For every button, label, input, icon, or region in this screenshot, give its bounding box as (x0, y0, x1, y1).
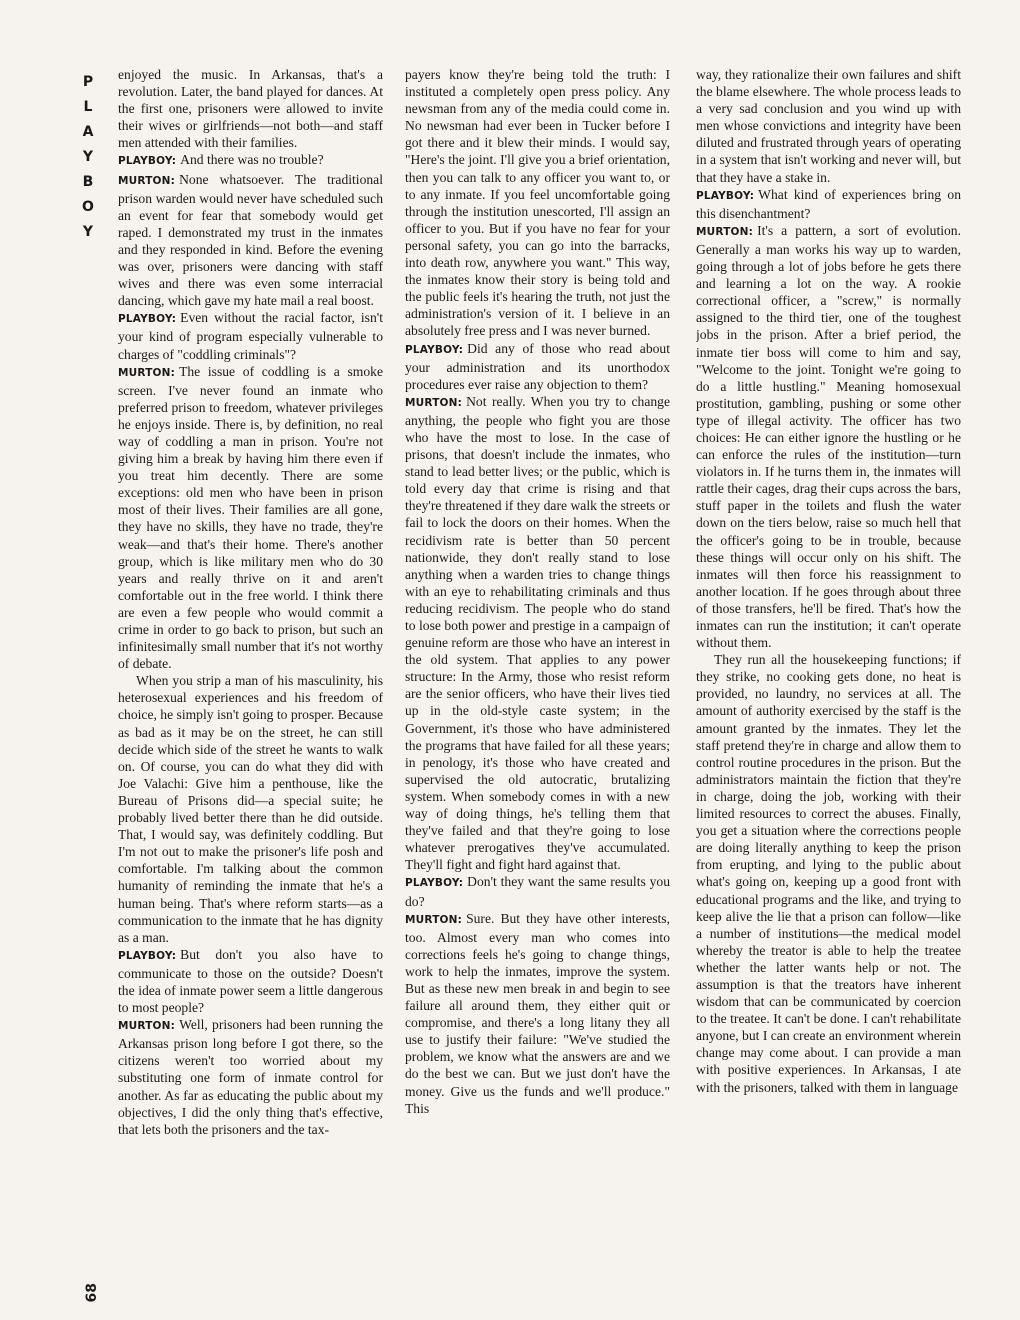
article-paragraph (118, 1016, 383, 1138)
article-paragraph (696, 222, 961, 651)
article-paragraph (118, 309, 383, 362)
article-column-3 (696, 66, 961, 1306)
paragraph-text: But don't you also have to communicate to those on the outside? Doesn't the idea of inmate power seem a little dangerous to most people? (118, 946, 383, 1016)
speaker-label: PLAYBOY: (696, 189, 755, 202)
article-paragraph (118, 66, 383, 151)
paragraph-text: enjoyed the music. In Arkansas, that's a revolution. Later, the band played for dances. At the first one, prisoners were allowed to invite their wives or girlfriends—not both—and staff men attended with their families. (118, 67, 383, 151)
paragraph-text: When you strip a man of his masculinity, his heterosexual experiences and his freedom of choice, he simply isn't going to prosper. Because as bad as it may be on the street, he can still decide which side of the street he wants to walk on. Of course, you can do what they did with Joe Valachi: Give him a penthouse, like the Bureau of Prisons did—a special suite; he probably lived better there than he did outside. That, I would say, was definitely coddling. But I'm not out to make the prisoner's life posh and comfortable. I'm talking about the common humanity of reminding the inmate that he's a human being. That's where reform starts—as a communication to the inmate that he has dignity as a man. (118, 673, 383, 945)
page-number: 68 (84, 1283, 100, 1303)
magazine-name-letter: O (82, 199, 94, 215)
speaker-label: MURTON: (405, 913, 463, 926)
speaker-label: MURTON: (696, 225, 754, 238)
article-paragraph (696, 66, 961, 186)
paragraph-text: Not really. When you try to change anything, the people who fight you are those who have the most to lose. In the case of prisons, that doesn't include the inmates, who stand to lead better lives; or the public, which is told every day that crime is rising and that they're threatened if they dare walk the streets or fail to lock the doors on their homes. When the recidivism rate is better than 50 percent nationwide, they don't really stand to lose anything when a warden tries to change things with an eye to rehabilitating criminals and thus reducing recidivism. The people who do stand to lose both power and prestige in a campaign of genuine reform are those who have an interest in the old system. That applies to any power structure: In the Army, those who resist reform are the senior officers, who have their lives tied up in the old-style caste system; in the Government, it's those who have administered the programs that have failed for all these years; in penology, it's those who have created and supervised the old autocratic, brutalizing system. When somebody comes in with a new way of doing things, he's telling them that they've failed and that they're going to lose whatever prerogatives they've accumulated. They'll fight and fight hard against that. (405, 393, 670, 873)
article-paragraph (696, 651, 961, 1095)
paragraph-text: The issue of coddling is a smoke screen. I've never found an inmate who preferred prison to freedom, whatever privileges he enjoys inside. There is, by definition, no real way of coddling a man in prison. You're not giving him a break by having him there even if you treat him decently. There are some exceptions: old men who have been in prison most of their lives. Their families are all gone, they have no skills, they have no trade, they're weak—and that's their home. There's another group, which is like military men who do 30 years and really thrive on it and aren't comfortable out in the free world. I think there are even a few people who would commit a crime in order to go back to prison, but such an infinitesimally small number that it's not worthy of debate. (118, 363, 383, 672)
paragraph-text: Sure. But they have other interests, too. Almost every man who comes into corrections feels he's going to change things, work to help the inmates, improve the system. But as these new men break in and begin to see failure all around them, they either quit or compromise, and there's a long litany they all use to justify their failure: "We've studied the problem, we know what the answers are and we do the best we can. But we just don't have the money. Give us the funds and we'll produce." This (405, 910, 670, 1116)
magazine-name-letter: A (82, 124, 94, 140)
article-paragraph (405, 66, 670, 340)
paragraph-text: None whatsoever. The traditional prison warden would never have scheduled such an event for fear that somebody would get raped. I demonstrated my trust in the inmates and they responded in kind. Before the evening was over, prisoners were dancing with staff wives and there was even some interracial dancing, which gave my hate mail a real boost. (118, 171, 383, 309)
speaker-label: MURTON: (405, 396, 463, 409)
speaker-label: MURTON: (118, 366, 176, 379)
article-column-1 (118, 66, 383, 1306)
speaker-label: PLAYBOY: (405, 877, 464, 890)
speaker-label: PLAYBOY: (118, 313, 177, 326)
magazine-name-letter: P (82, 74, 94, 90)
magazine-name (80, 70, 96, 245)
paragraph-text: And there was no trouble? (180, 152, 324, 168)
paragraph-text: They run all the housekeeping functions; if they strike, no cooking gets done, no heat is provided, no laundry, no services at all. The amount of authority exercised by the staff is the amount granted by the inmates. They let the staff pretend they're in charge and allow them to control routine procedures in the prison. But the administrators maintain the fiction that they're in charge, doing the job, working with their limited resources to correct the abuses. Finally, you get a situation where the corrections people are doing literally anything to keep the prison from erupting, and lying to the public about what's going on, keeping up a good front with educational programs and the like, and trying to keep alive the lie that a prison can follow—like a number of institutions—the medical model whereby the treator is able to help the treatee whether the latter wants help or not. The assumption is that the treators have inherent wisdom that can be communicated by coercion to the treatee. It can't be done. I can't rehabilitate anyone, but I can create an environment wherein change may come about. I can provide a man with positive experiences. In Arkansas, I ate with the prisoners, talked with them in language (696, 652, 961, 1095)
article-paragraph (118, 946, 383, 1016)
magazine-name-letter: Y (82, 149, 94, 165)
article-paragraph (118, 151, 383, 170)
speaker-label: PLAYBOY: (405, 343, 464, 356)
speaker-label: PLAYBOY: (118, 949, 177, 962)
paragraph-text: It's a pattern, a sort of evolution. Generally a man works his way up to warden, going through a lot of jobs before he gets there and learning a lot on the way. A rookie correctional officer, a "screw," is normally assigned to the third tier, one of the toughest jobs in the prison. After a brief period, the inmate tier boss will come to him and say, "Welcome to the joint. Tonight we're going to do a little hustling." Meaning homosexual prostitution, gambling, pushing or some other type of illegal activity. The officer has two choices: He can either ignore the hustling or he can enforce the rules of the institution—turn violators in. If he turns them in, the inmates will rattle their cages, drag their cups across the bars, stuff paper in the toilets and flush the water down on the tiers below, raise so much hell that the officer's going to be in trouble, because these things will occur only on his shift. The inmates will then force his reassignment to another location. If he goes through about three of those transfers, he'll be fired. That's how the inmates can run the institution; it can't operate without them. (696, 222, 961, 651)
article-paragraph (118, 672, 383, 946)
magazine-name-letter: Y (82, 224, 94, 240)
article-paragraph (405, 340, 670, 393)
article-paragraph (118, 363, 383, 673)
speaker-label: MURTON: (118, 174, 176, 187)
article-paragraph (405, 910, 670, 1117)
magazine-name-letter: B (82, 174, 94, 190)
paragraph-text: way, they rationalize their own failures and shift the blame elsewhere. The whole process leads to a very sad conclusion and you wind up with men whose convictions and integrity have been diluted and frustrated through years of operating in a system that isn't working and never will, but that they have a stake in. (696, 67, 961, 185)
article-paragraph (405, 393, 670, 874)
speaker-label: PLAYBOY: (118, 155, 177, 168)
paragraph-text: Don't they want the same results you do? (405, 874, 670, 909)
paragraph-text: Did any of those who read about your administration and its unorthodox procedures ever raise any objection to them? (405, 340, 670, 392)
paragraph-text: payers know they're being told the truth: I instituted a completely open press policy. Any newsman from any of the media could come in. No newsman had ever been in Tucker before I got there and it blew their minds. I would say, "Here's the joint. I'll give you a brief orientation, then you can talk to any officer you want to, or to any inmate. If you feel uncomfortable going through the institution unescorted, I'll assign an officer to you. But if you have no fear for your personal safety, you can go into the barracks, into death row, anywhere you want." This way, the inmates know their story is being told and the public feels it's hearing the truth, not just the administration's version of it. I believe in an absolutely free press and I was never burned. (405, 67, 670, 339)
article-paragraph (696, 186, 961, 222)
paragraph-text: Even without the racial factor, isn't your kind of program especially vulnerable to charges of "coddling criminals"? (118, 310, 383, 362)
article-paragraph (118, 171, 383, 310)
magazine-name-letter: L (83, 99, 93, 115)
paragraph-text: What kind of experiences bring on this disenchantment? (696, 186, 961, 221)
speaker-label: MURTON: (118, 1020, 176, 1033)
article-paragraph (405, 873, 670, 909)
article-column-2 (405, 66, 670, 1306)
paragraph-text: Well, prisoners had been running the Arkansas prison long before I got there, so the citizens weren't too worried about my substituting one form of inmate control for another. As far as educating the public about my objectives, I did the only thing that's effective, that lets both the prisoners and the tax- (118, 1017, 383, 1137)
